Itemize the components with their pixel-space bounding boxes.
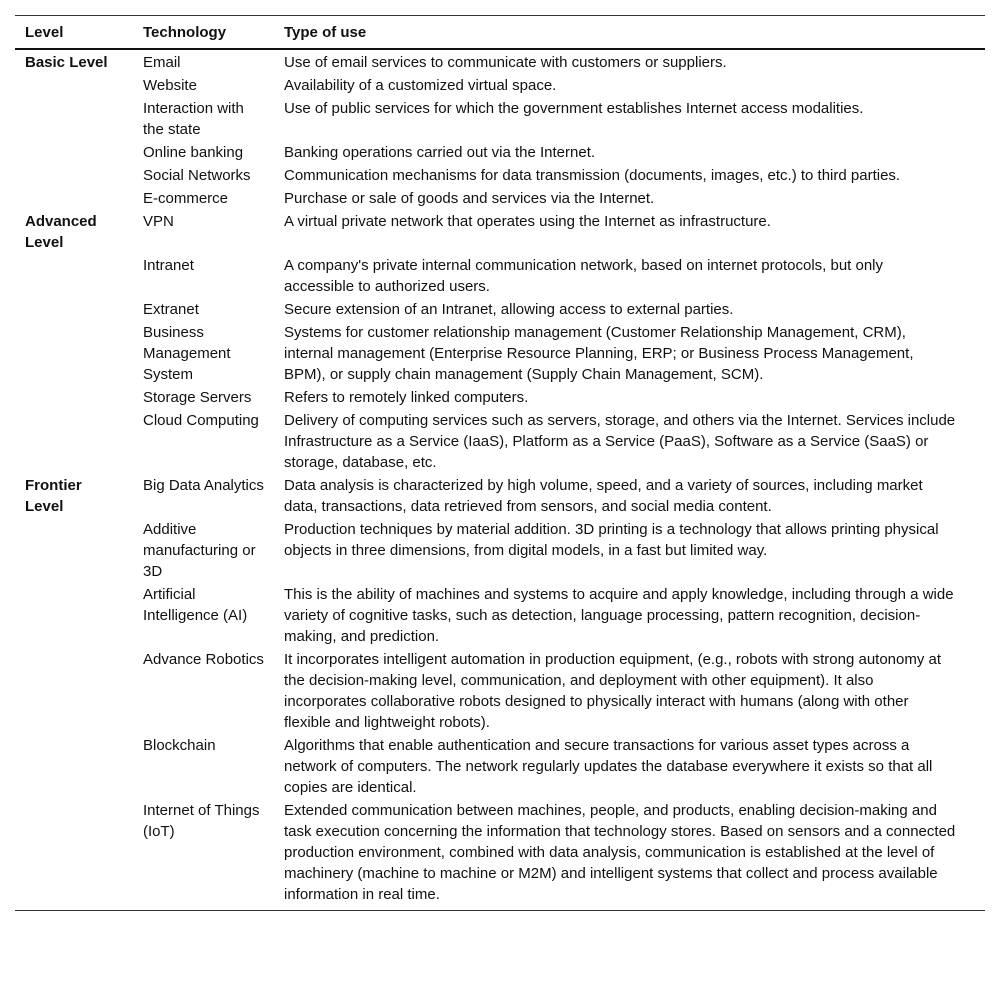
table-row xyxy=(15,734,985,799)
level-cell xyxy=(15,254,133,298)
technology-levels-table xyxy=(15,15,985,911)
table-row xyxy=(15,141,985,164)
level-cell xyxy=(15,97,133,141)
type-of-use-cell: Production techniques by material addition. 3D printing is a technology that allows printing physical objects in three dimensions, from digital models, in a fast but limited way. xyxy=(284,521,939,559)
technology-cell: Email xyxy=(143,54,181,71)
technology-cell: Cloud Computing xyxy=(143,412,259,429)
level-cell xyxy=(15,164,133,187)
table-row xyxy=(15,583,985,648)
type-of-use-cell: It incorporates intelligent automation in production equipment, (e.g., robots with strong autonomy at the decision-making level, communication, and deployment with other equipment). It also incorporates collaborative robots designed to physically interact with humans (along with other flexible and lightweight robots). xyxy=(284,651,942,731)
table-row xyxy=(15,409,985,474)
technology-cell: Advance Robotics xyxy=(143,651,264,668)
type-of-use-cell: Use of email services to communicate with customers or suppliers. xyxy=(284,54,727,71)
type-of-use-cell: Use of public services for which the government establishes Internet access modalities. xyxy=(284,100,864,117)
table-row xyxy=(15,474,985,518)
technology-cell: Big Data Analytics xyxy=(143,477,264,494)
level-cell xyxy=(15,799,133,911)
type-of-use-cell: Data analysis is characterized by high volume, speed, and a variety of sources, including market data, transactions, data retrieved from sensors, and social media content. xyxy=(284,477,923,515)
technology-cell: Additive manufacturing or 3D xyxy=(143,521,256,580)
level-cell xyxy=(15,141,133,164)
level-cell xyxy=(15,583,133,648)
table-row xyxy=(15,187,985,210)
level-cell xyxy=(15,187,133,210)
table-row xyxy=(15,799,985,911)
header-type-of-use: Type of use xyxy=(284,24,367,41)
table-row xyxy=(15,210,985,254)
technology-cell: Artificial Intelligence (AI) xyxy=(143,586,248,624)
type-of-use-cell: Algorithms that enable authentication and secure transactions for various asset types across a network of computers. The network regularly updates the database everywhere it exists so that all copies are identical. xyxy=(284,737,933,796)
level-cell xyxy=(15,518,133,583)
level-cell: Advanced Level xyxy=(25,213,97,251)
technology-cell: Intranet xyxy=(143,257,194,274)
type-of-use-cell: Banking operations carried out via the Internet. xyxy=(284,144,596,161)
table-row xyxy=(15,518,985,583)
table-row xyxy=(15,254,985,298)
technology-cell: Extranet xyxy=(143,301,199,318)
type-of-use-cell: A virtual private network that operates using the Internet as infrastructure. xyxy=(284,213,771,230)
table-row xyxy=(15,164,985,187)
level-cell xyxy=(15,734,133,799)
type-of-use-cell: A company's private internal communication network, based on internet protocols, but only accessible to authorized users. xyxy=(284,257,884,295)
level-cell xyxy=(15,74,133,97)
level-cell: Basic Level xyxy=(25,54,108,71)
type-of-use-cell: Delivery of computing services such as servers, storage, and others via the Internet. Services include Infrastructure as a Service (IaaS), Platform as a Service (PaaS), Software as a Service (SaaS) or storage, database, etc. xyxy=(284,412,956,471)
table-header-row xyxy=(15,16,985,50)
type-of-use-cell: Refers to remotely linked computers. xyxy=(284,389,529,406)
level-cell: Frontier Level xyxy=(25,477,82,515)
table-row xyxy=(15,97,985,141)
technology-cell: Interaction with the state xyxy=(143,100,244,138)
type-of-use-cell: Purchase or sale of goods and services via the Internet. xyxy=(284,190,655,207)
table-row xyxy=(15,298,985,321)
technology-cell: Business Management System xyxy=(143,324,231,383)
technology-cell: Social Networks xyxy=(143,167,251,184)
technology-cell: Blockchain xyxy=(143,737,216,754)
technology-cell: VPN xyxy=(143,213,174,230)
technology-cell: E-commerce xyxy=(143,190,229,207)
table-row xyxy=(15,49,985,74)
level-cell xyxy=(15,409,133,474)
table-row xyxy=(15,648,985,734)
level-cell xyxy=(15,648,133,734)
level-cell xyxy=(15,298,133,321)
type-of-use-cell: Availability of a customized virtual space. xyxy=(284,77,557,94)
technology-cell: Website xyxy=(143,77,197,94)
table-row xyxy=(15,321,985,386)
type-of-use-cell: Systems for customer relationship management (Customer Relationship Management, CRM), internal management (Enterprise Resource Planning, ERP; or Business Process Management, BPM), or supply chain management (Supply Chain Management, SCM). xyxy=(284,324,914,383)
type-of-use-cell: Secure extension of an Intranet, allowing access to external parties. xyxy=(284,301,734,318)
type-of-use-cell: This is the ability of machines and systems to acquire and apply knowledge, including through a wide variety of cognitive tasks, such as detection, language processing, pattern recognition, decision-making, and prediction. xyxy=(284,586,954,645)
technology-cell: Internet of Things (IoT) xyxy=(143,802,260,840)
table-row xyxy=(15,74,985,97)
level-cell xyxy=(15,386,133,409)
level-cell xyxy=(15,321,133,386)
technology-cell: Storage Servers xyxy=(143,389,252,406)
table-row xyxy=(15,386,985,409)
technology-cell: Online banking xyxy=(143,144,244,161)
header-technology: Technology xyxy=(143,24,227,41)
header-level: Level xyxy=(25,24,64,41)
type-of-use-cell: Extended communication between machines, people, and products, enabling decision-making and task execution concerning the information that technology stores. Based on sensors and a connected production environment, combined with data analysis, communication is established at the level of machinery (machine to machine or M2M) and intelligent systems that collect and process available information in real time. xyxy=(284,802,956,903)
type-of-use-cell: Communication mechanisms for data transmission (documents, images, etc.) to third parties. xyxy=(284,167,901,184)
